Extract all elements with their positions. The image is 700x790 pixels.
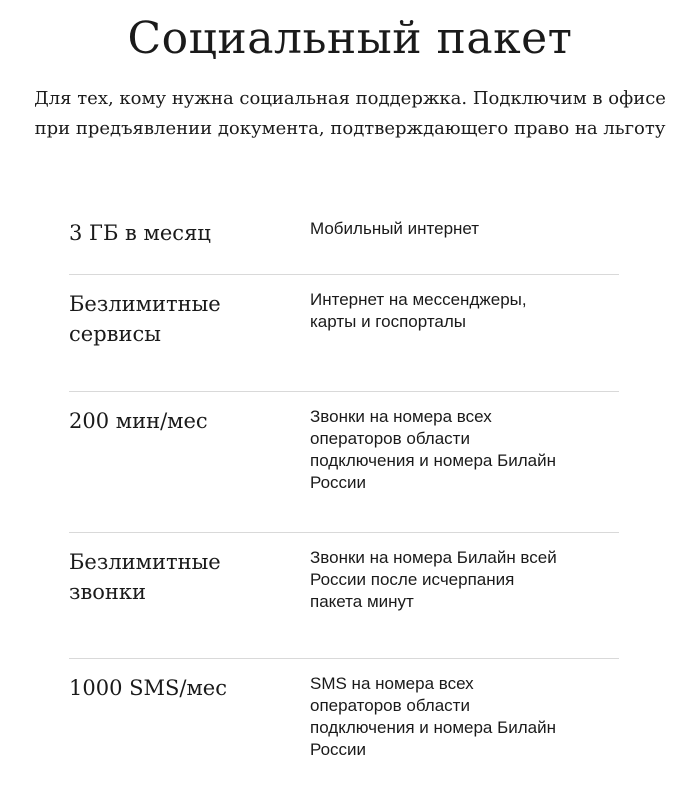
feature-row-unlimited-services xyxy=(69,275,619,392)
feature-row-internet xyxy=(69,204,619,275)
feature-description-line: Интернет на мессенджеры, xyxy=(310,290,527,309)
feature-row-minutes xyxy=(69,392,619,533)
feature-description-line: Звонки на номера Билайн всей xyxy=(310,548,557,567)
feature-row-unlimited-calls xyxy=(69,533,619,659)
feature-name-line: сервисы xyxy=(69,322,161,346)
feature-name-line: 1000 SMS/мес xyxy=(69,676,227,700)
subtitle-line: при предъявлении документа, подтверждающего право на льготу xyxy=(34,118,666,139)
feature-description xyxy=(310,533,619,613)
feature-name xyxy=(69,533,310,607)
feature-description-line: подключения и номера Билайн xyxy=(310,718,557,737)
feature-description-line: операторов области xyxy=(310,696,470,715)
feature-description-line: SMS на номера всех xyxy=(310,674,474,693)
page-subtitle xyxy=(0,84,700,144)
feature-name xyxy=(69,659,310,703)
feature-name-line: звонки xyxy=(69,580,147,604)
feature-description xyxy=(310,659,619,761)
feature-name xyxy=(69,392,310,436)
feature-row-sms xyxy=(69,659,619,789)
feature-description xyxy=(310,392,619,494)
feature-description xyxy=(310,204,619,240)
features-list xyxy=(69,204,619,789)
subtitle-line: Для тех, кому нужна социальная поддержка. Подключим в офисе xyxy=(34,88,666,109)
feature-description-line: России xyxy=(310,473,367,492)
feature-description-line: операторов области xyxy=(310,429,470,448)
feature-description xyxy=(310,275,619,333)
page-title: Социальный пакет xyxy=(127,13,573,64)
feature-name-line: Безлимитные xyxy=(69,550,221,574)
feature-name xyxy=(69,204,310,248)
feature-name-line: 200 мин/мес xyxy=(69,409,208,433)
feature-description-line: Звонки на номера всех xyxy=(310,407,492,426)
feature-description-line: карты и госпорталы xyxy=(310,312,467,331)
feature-description-line: пакета минут xyxy=(310,592,414,611)
feature-name-line: 3 ГБ в месяц xyxy=(69,221,211,245)
feature-description-line: подключения и номера Билайн xyxy=(310,451,557,470)
feature-name-line: Безлимитные xyxy=(69,292,221,316)
feature-description-line: России xyxy=(310,740,367,759)
feature-description-line: Мобильный интернет xyxy=(310,219,480,238)
feature-name xyxy=(69,275,310,349)
feature-description-line: России после исчерпания xyxy=(310,570,515,589)
